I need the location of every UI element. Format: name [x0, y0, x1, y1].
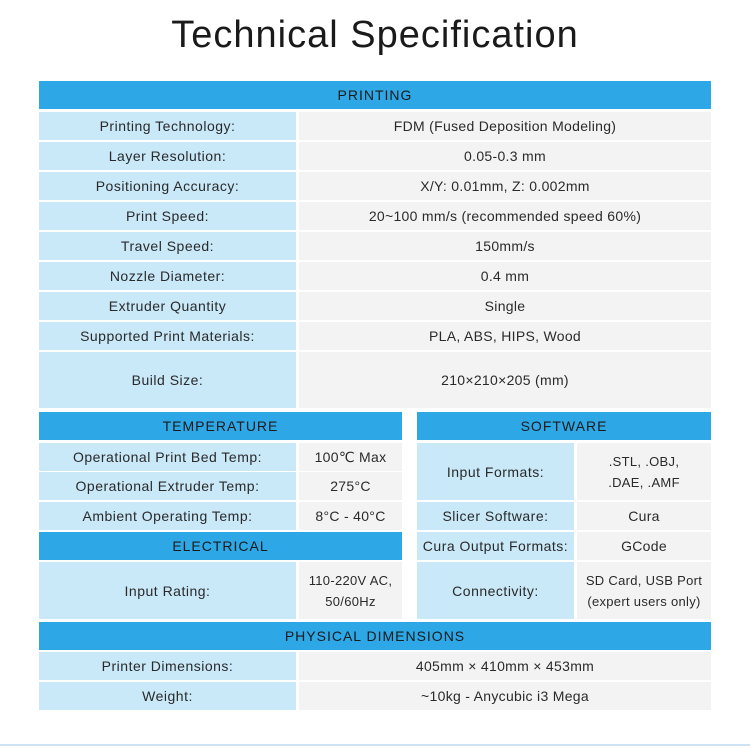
printer-dimensions-value: 405mm × 410mm × 453mm	[299, 652, 711, 680]
input-rating-line2: 50/60Hz	[325, 593, 376, 609]
printing-technology-label: Printing Technology:	[39, 112, 296, 140]
weight-value: ~10kg - Anycubic i3 Mega	[299, 682, 711, 710]
print-bed-temp-value: 100℃ Max	[299, 443, 402, 471]
electrical-header: ELECTRICAL	[39, 532, 402, 560]
positioning-accuracy-label: Positioning Accuracy:	[39, 172, 296, 200]
slicer-software-label: Slicer Software:	[417, 502, 574, 530]
input-formats-line2: .DAE, .AMF	[608, 474, 680, 490]
travel-speed-value: 150mm/s	[299, 232, 711, 260]
physical-dimensions-header: PHYSICAL DIMENSIONS	[39, 622, 711, 650]
input-formats-value	[577, 443, 711, 500]
nozzle-diameter-value: 0.4 mm	[299, 262, 711, 290]
layer-resolution-label: Layer Resolution:	[39, 142, 296, 170]
printer-dimensions-label: Printer Dimensions:	[39, 652, 296, 680]
input-rating-line1: 110-220V AC,	[308, 572, 393, 588]
printing-technology-value: FDM (Fused Deposition Modeling)	[299, 112, 711, 140]
input-rating-value	[299, 562, 402, 619]
connectivity-value	[577, 562, 711, 619]
cura-output-label: Cura Output Formats:	[417, 532, 574, 560]
extruder-quantity-label: Extruder Quantity	[39, 292, 296, 320]
slicer-software-value: Cura	[577, 502, 711, 530]
travel-speed-label: Travel Speed:	[39, 232, 296, 260]
print-speed-label: Print Speed:	[39, 202, 296, 230]
page-title: Technical Specification	[171, 14, 579, 56]
software-header: SOFTWARE	[417, 412, 711, 440]
supported-materials-label: Supported Print Materials:	[39, 322, 296, 350]
connectivity-line1: SD Card, USB Port	[585, 572, 703, 588]
nozzle-diameter-label: Nozzle Diameter:	[39, 262, 296, 290]
ambient-temp-label: Ambient Operating Temp:	[39, 502, 296, 530]
input-formats-label: Input Formats:	[417, 443, 574, 500]
print-bed-temp-label: Operational Print Bed Temp:	[39, 443, 296, 471]
print-speed-value: 20~100 mm/s (recommended speed 60%)	[299, 202, 711, 230]
cura-output-value: GCode	[577, 532, 711, 560]
extruder-temp-value: 275°C	[299, 472, 402, 500]
connectivity-label: Connectivity:	[417, 562, 574, 619]
bottom-divider	[0, 744, 750, 746]
positioning-accuracy-value: X/Y: 0.01mm, Z: 0.002mm	[299, 172, 711, 200]
ambient-temp-value: 8°C - 40°C	[299, 502, 402, 530]
layer-resolution-value: 0.05-0.3 mm	[299, 142, 711, 170]
input-rating-label: Input Rating:	[39, 562, 296, 619]
build-size-value: 210×210×205 (mm)	[299, 352, 711, 408]
extruder-quantity-value: Single	[299, 292, 711, 320]
printing-header: PRINTING	[39, 81, 711, 109]
supported-materials-value: PLA, ABS, HIPS, Wood	[299, 322, 711, 350]
temperature-header: TEMPERATURE	[39, 412, 402, 440]
build-size-label: Build Size:	[39, 352, 296, 408]
input-formats-line1: .STL, .OBJ,	[608, 453, 680, 469]
connectivity-line2: (expert users only)	[587, 593, 701, 609]
extruder-temp-label: Operational Extruder Temp:	[39, 472, 296, 500]
weight-label: Weight:	[39, 682, 296, 710]
